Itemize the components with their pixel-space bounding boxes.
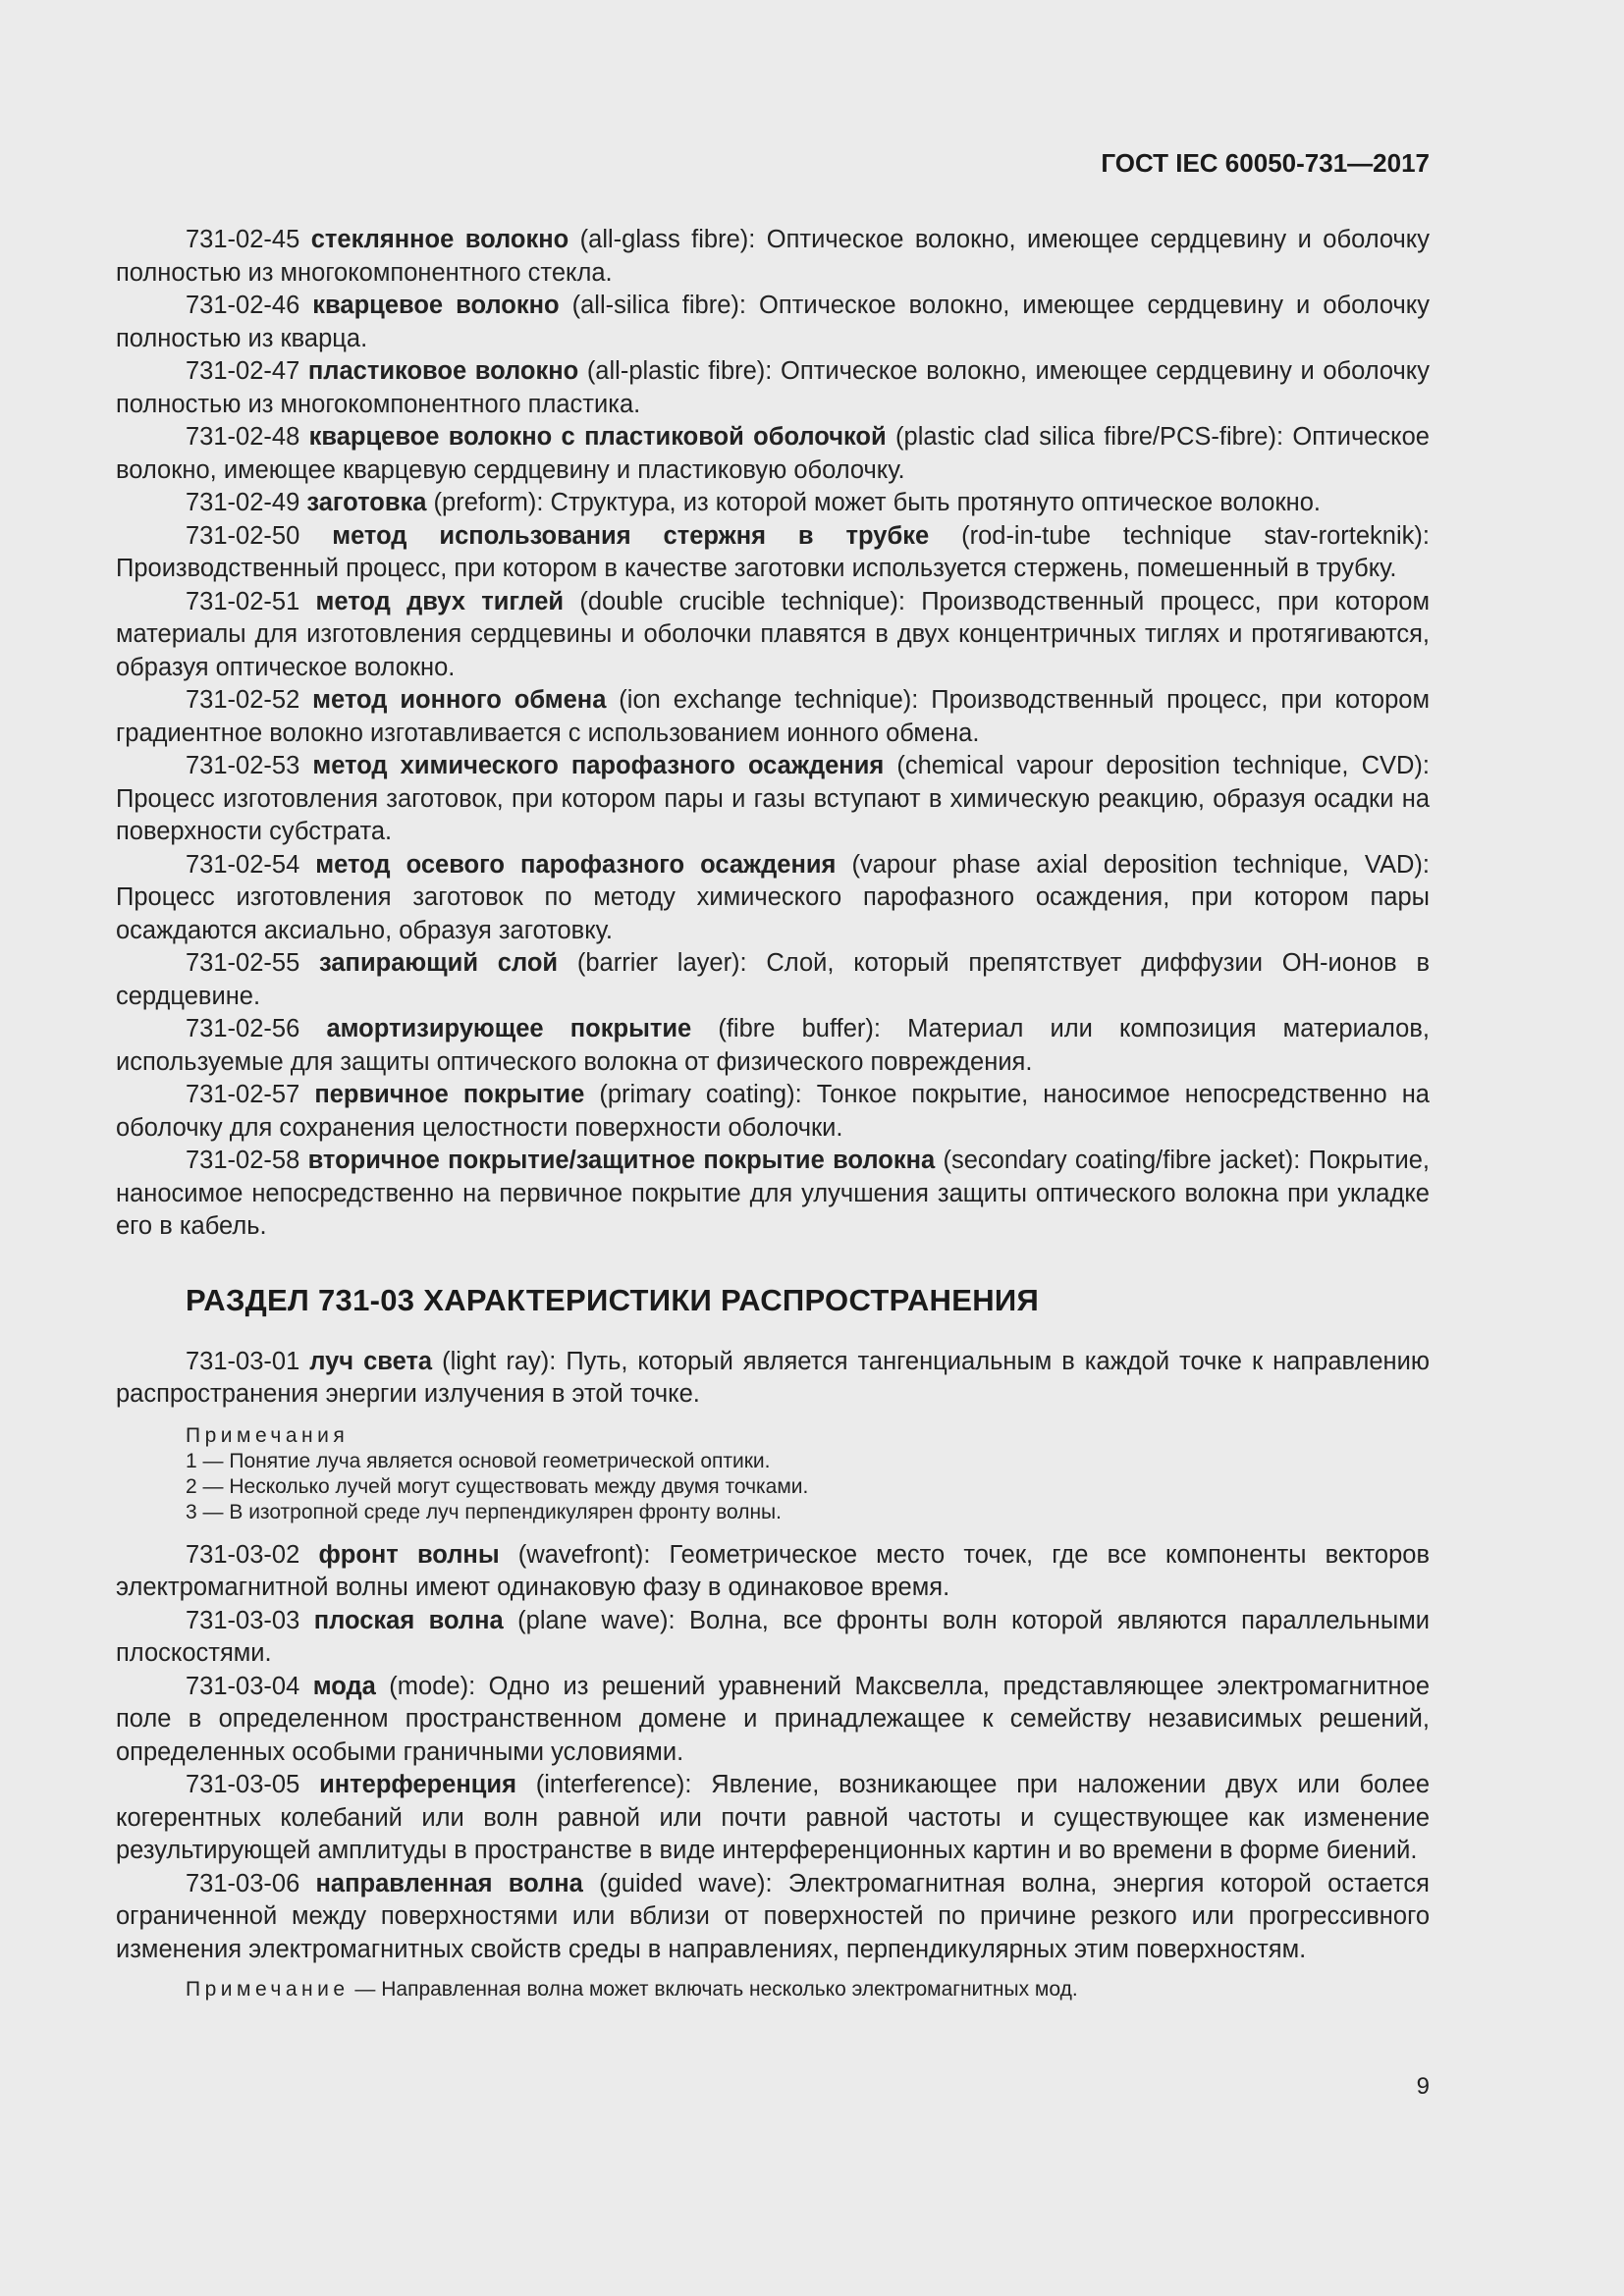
term-number: 731-02-54	[186, 850, 300, 879]
term-definition: (preform): Структура, из которой может быть протянуто оптическое волокно.	[426, 489, 1321, 516]
term-name: амортизирующее покрытие	[326, 1015, 692, 1042]
term-number: 731-02-58	[186, 1147, 300, 1174]
term-number: 731-02-57	[186, 1081, 300, 1108]
term-entry	[116, 1079, 1430, 1145]
term-number: 731-02-50	[186, 521, 300, 550]
term-entry	[116, 1868, 1430, 1967]
term-definition: (fibre buffer): Материал или композиция материалов, используемые для защиты оптического волокна от физического повреждения.	[116, 1015, 1430, 1076]
term-number: 731-03-05	[186, 1771, 300, 1798]
term-entry	[116, 355, 1430, 421]
term-name: фронт волны	[318, 1540, 500, 1569]
term-definition: (light ray): Путь, который является тангенциальным в каждой точке к направлению распространения энергии излучения в этой точке.	[116, 1347, 1430, 1408]
term-definition: (double crucible technique): Производственный процесс, при котором материалы для изготовления сердцевины и оболочки плавятся в двух концентричных тиглях и протягиваются, образуя оптическое волокно.	[116, 587, 1431, 681]
term-number: 731-03-06	[186, 1869, 300, 1897]
term-entry	[116, 1145, 1430, 1244]
term-entry	[116, 1671, 1430, 1770]
term-entry	[116, 224, 1430, 290]
term-name: первичное покрытие	[314, 1081, 585, 1108]
term-name: интерференция	[319, 1771, 516, 1798]
section-title: РАЗДЕЛ 731-03 ХАРАКТЕРИСТИКИ РАСПРОСТРАНЕНИЯ	[186, 1282, 1040, 1317]
term-name: луч света	[309, 1347, 433, 1375]
page-content	[116, 224, 1430, 2003]
term-number: 731-02-48	[186, 423, 300, 451]
term-name: мода	[312, 1672, 376, 1700]
term-definition: (all-glass fibre): Оптическое волокно, имеющее сердцевину и оболочку полностью из многокомпонентного стекла.	[116, 226, 1430, 287]
term-entry	[116, 586, 1430, 685]
note-item: 3 — В изотропной среде луч перпендикулярен фронту волны.	[186, 1500, 782, 1523]
term-name: метод осевого парофазного осаждения	[315, 850, 837, 879]
term-number: 731-02-51	[186, 587, 300, 615]
note-label: Примечание	[186, 1978, 350, 2001]
term-definition: (barrier layer): Слой, который препятствует диффузии ОН-ионов в сердцевине.	[116, 949, 1430, 1010]
term-entry	[116, 947, 1430, 1013]
term-name: метод ионного обмена	[312, 686, 607, 714]
term-entry	[116, 520, 1430, 586]
term-name: плоская волна	[313, 1606, 504, 1634]
term-definition: (guided wave): Электромагнитная волна, энергия которой остается ограниченной между поверхностями или вблизи от поверхностей по причине резкого или прогрессивного изменения электромагнитных свойств среды в направлениях, перпендикулярных этим поверхностям.	[116, 1869, 1430, 1963]
term-name: метод двух тиглей	[315, 587, 565, 615]
term-definition: (vapour phase axial deposition technique, VAD): Процесс изготовления заготовок по методу химического парофазного осаждения, при котором пары осаждаются аксиально, образуя заготовку.	[116, 850, 1430, 944]
term-name: запирающий слой	[319, 949, 559, 977]
term-entry	[116, 1769, 1430, 1868]
term-entry	[116, 487, 1430, 520]
note-text: — Направленная волна может включать несколько электромагнитных мод.	[349, 1978, 1078, 2001]
term-name: заготовка	[306, 489, 427, 516]
term-number: 731-02-53	[186, 752, 300, 779]
note-item: 2 — Несколько лучей могут существовать между двумя точками.	[186, 1474, 809, 1498]
term-name: стеклянное волокно	[310, 226, 569, 253]
term-entry	[116, 1346, 1430, 1412]
term-name: направленная волна	[315, 1869, 583, 1897]
term-number: 731-03-02	[186, 1540, 300, 1569]
term-definition: (interference): Явление, возникающее при наложении двух или более когерентных колебаний или волн равной или почти равной частоты и существующее как изменение результирующей амплитуды в пространстве в виде интерференционных картин и во времени в форме биений.	[116, 1771, 1430, 1864]
term-definition: (wavefront): Геометрическое место точек, где все компоненты векторов электромагнитной волны имеют одинаковую фазу в одинаковое время.	[116, 1540, 1431, 1601]
terms-list-section-02	[116, 224, 1430, 1244]
term-name: метод химического парофазного осаждения	[312, 752, 885, 779]
term-name: вторичное покрытие/защитное покрытие волокна	[307, 1147, 936, 1174]
term-definition: (mode): Одно из решений уравнений Максвелла, представляющее электромагнитное поле в определенном пространственном домене и принадлежащее к семейству независимых решений, определенных особыми граничными условиями.	[116, 1672, 1430, 1766]
term-number: 731-03-03	[186, 1606, 300, 1634]
term-number: 731-02-55	[186, 949, 300, 977]
terms-list-section-03	[116, 1539, 1430, 1967]
final-note	[116, 1976, 1430, 2003]
term-definition: (primary coating): Тонкое покрытие, наносимое непосредственно на оболочку для сохранения целостности поверхности оболочки.	[116, 1081, 1430, 1142]
term-entry	[116, 849, 1430, 948]
term-number: 731-02-49	[186, 489, 300, 516]
term-definition: (secondary coating/fibre jacket): Покрытие, наносимое непосредственно на первичное покрытие для улучшения защиты оптического волокна при укладке его в кабель.	[116, 1147, 1430, 1240]
term-entry	[116, 750, 1430, 849]
term-name: кварцевое волокно	[312, 292, 560, 319]
term-definition: (rod-in-tube technique stav-rorteknik): Производственный процесс, при котором в качестве заготовки используется стержень, помешенный в трубку.	[116, 521, 1430, 582]
term-number: 731-03-01	[186, 1347, 300, 1375]
term-name: кварцевое волокно с пластиковой оболочкой	[308, 423, 887, 451]
term-number: 731-02-46	[186, 292, 300, 319]
term-definition: (ion exchange technique): Производственный процесс, при котором градиентное волокно изготавливается с использованием ионного обмена.	[116, 686, 1430, 747]
term-number: 731-02-45	[186, 226, 300, 253]
term-number: 731-02-47	[186, 357, 300, 385]
term-entry	[116, 684, 1430, 750]
term-entry	[116, 290, 1430, 355]
notes-title: Примечания	[186, 1423, 350, 1447]
document-code: ГОСТ IEC 60050-731—2017	[1101, 148, 1430, 178]
term-definition: (plastic clad silica fibre/PCS-fibre): Оптическое волокно, имеющее кварцевую сердцевину и пластиковую оболочку.	[116, 423, 1430, 484]
term-definition: (all-plastic fibre): Оптическое волокно, имеющее сердцевину и оболочку полностью из многокомпонентного пластика.	[116, 357, 1430, 418]
term-entry	[116, 1605, 1430, 1671]
term-definition: (chemical vapour deposition technique, CVD): Процесс изготовления заготовок, при котором пары и газы вступают в химическую реакцию, образуя осадки на поверхности субстрата.	[116, 752, 1430, 845]
term-number: 731-02-56	[186, 1015, 300, 1042]
term-name: метод использования стержня в трубке	[332, 521, 930, 550]
notes-block	[186, 1423, 1430, 1525]
term-entry	[116, 421, 1430, 487]
term-definition: (plane wave): Волна, все фронты волн которой являются параллельными плоскостями.	[116, 1606, 1430, 1667]
term-entry	[116, 1539, 1430, 1605]
term-number: 731-03-04	[186, 1672, 300, 1700]
term-entry	[116, 1013, 1430, 1079]
term-name: пластиковое волокно	[307, 357, 579, 385]
page-number: 9	[1416, 2073, 1430, 2100]
term-number: 731-02-52	[186, 686, 300, 714]
term-definition: (all-silica fibre): Оптическое волокно, имеющее сердцевину и оболочку полностью из кварца.	[116, 292, 1430, 352]
note-item: 1 — Понятие луча является основой геометрической оптики.	[186, 1449, 771, 1472]
